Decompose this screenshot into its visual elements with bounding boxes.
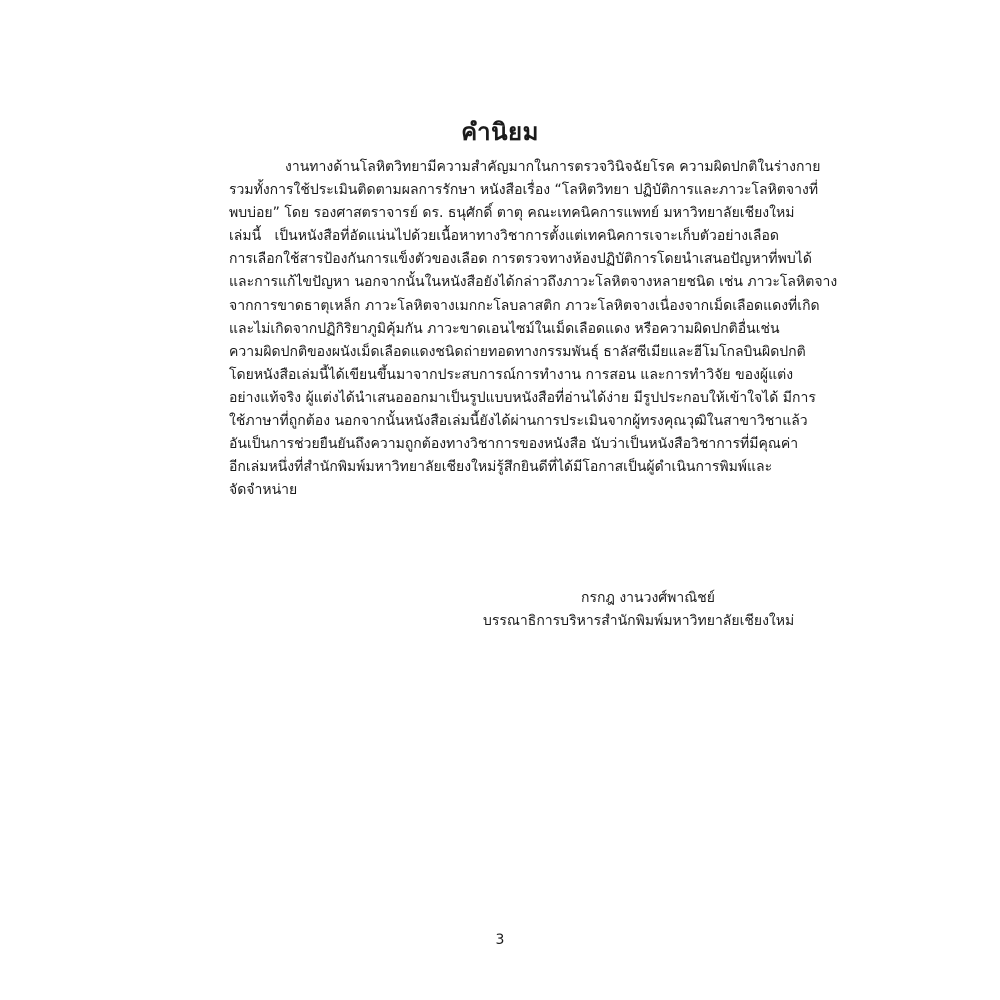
paragraph-line: ใช้ภาษาที่ถูกต้อง นอกจากนั้นหนังสือเล่มนี้ยังได้ผ่านการประเมินจากผู้ทรงคุณวุฒิในสาขาวิชาแล้ว (229, 413, 808, 430)
paragraph-line: พบบ่อย” โดย รองศาสตราจารย์ ดร. ธนุศักดิ์ ตาตุ คณะเทคนิคการแพทย์ มหาวิทยาลัยเชียงใหม่ (229, 205, 795, 222)
paragraph-line: และไม่เกิดจากปฏิกิริยาภูมิคุ้มกัน ภาวะขาดเอนไซม์ในเม็ดเลือดแดง หรือความผิดปกติอื่นเช่น (229, 320, 780, 337)
paragraph-line: อันเป็นการช่วยยืนยันถึงความถูกต้องทางวิชาการของหนังสือ นับว่าเป็นหนังสือวิชาการที่มีคุณค่า (229, 436, 799, 453)
paragraph-line: รวมทั้งการใช้ประเมินติดตามผลการรักษา หนังสือเรื่อง “โลหิตวิทยา ปฏิบัติการและภาวะโลหิตจางที่ (229, 182, 819, 199)
paragraph-line: จัดจำหน่าย (229, 482, 298, 499)
paragraph-line: อย่างแท้จริง ผู้แต่งได้นำเสนอออกมาเป็นรูปแบบหนังสือที่อ่านได้ง่าย มีรูปประกอบให้เข้าใจได้ มีการ (229, 389, 816, 406)
paragraph-line: และการแก้ไขปัญหา นอกจากนั้นในหนังสือยังได้กล่าวถึงภาวะโลหิตจางหลายชนิด เช่น ภาวะโลหิตจาง (229, 274, 838, 291)
signature-title: บรรณาธิการบริหารสำนักพิมพ์มหาวิทยาลัยเชียงใหม่ (483, 613, 795, 629)
foreword-paragraph (229, 156, 838, 502)
paragraph-line: การเลือกใช้สารป้องกันการแข็งตัวของเลือด การตรวจทางห้องปฏิบัติการโดยนำเสนอปัญหาที่พบได้ (229, 251, 812, 268)
paragraph-line: เล่มนี้ เป็นหนังสือที่อัดแน่นไปด้วยเนื้อหาทางวิชาการตั้งแต่เทคนิคการเจาะเก็บตัวอย่างเลือด (229, 228, 779, 245)
paragraph-line: จากการขาดธาตุเหล็ก ภาวะโลหิตจางเมกกะโลบลาสติก ภาวะโลหิตจางเนื่องจากเม็ดเลือดแดงที่เกิด (229, 297, 820, 314)
signature-block (483, 587, 794, 633)
page-number: 3 (495, 932, 505, 948)
paragraph-line: โดยหนังสือเล่มนี้ได้เขียนขึ้นมาจากประสบการณ์การทำงาน การสอน และการทำวิจัย ของผู้แต่ง (229, 366, 794, 383)
paragraph-line: งานทางด้านโลหิตวิทยามีความสำคัญมากในการตรวจวินิจฉัยโรค ความผิดปกติในร่างกาย (285, 159, 821, 175)
paragraph-line: อีกเล่มหนึ่งที่สำนักพิมพ์มหาวิทยาลัยเชียงใหม่รู้สึกยินดีที่ได้มีโอกาสเป็นผู้ดำเนินการพิมพ์และ (229, 459, 773, 476)
signature-name: กรกฎ งานวงศ์พาณิชย์ (581, 590, 715, 606)
paragraph-line: ความผิดปกติของผนังเม็ดเลือดแดงชนิดถ่ายทอดทางกรรมพันธุ์ ธาลัสซีเมียและฮีโมโกลบินผิดปกติ (229, 343, 806, 360)
page-title: คำนิยม (461, 118, 539, 147)
